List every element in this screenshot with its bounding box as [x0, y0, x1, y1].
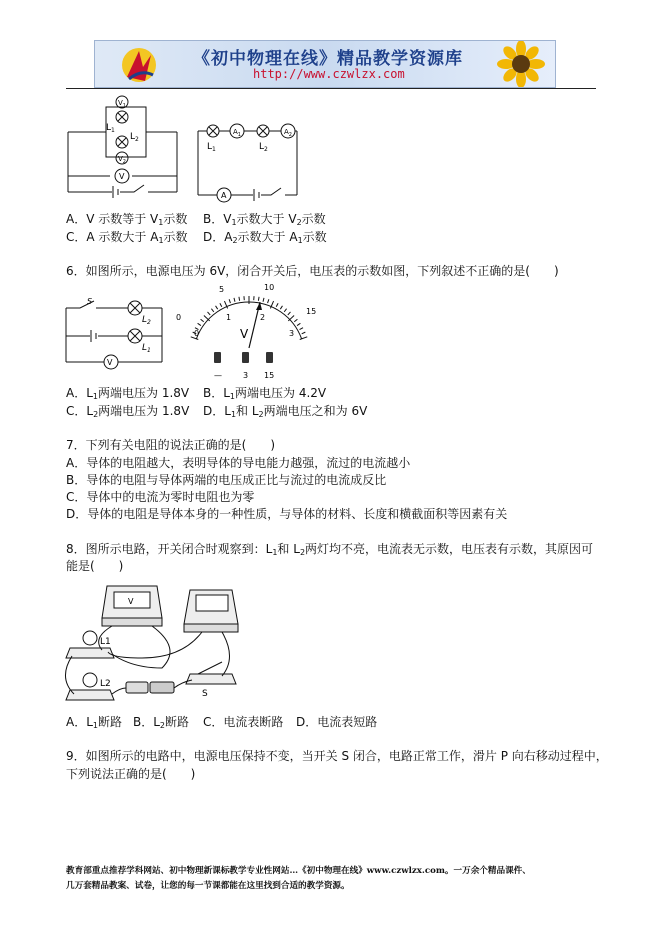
q9-stem-line2: 下列说法正确的是( )	[66, 767, 196, 781]
svg-text:L1: $L_1$	[106, 123, 115, 134]
svg-text:S: S	[202, 689, 208, 699]
meter-top-tick-15: 15	[306, 307, 317, 316]
q5-option-d: D．$A_2$示数大于 $A_1$示数	[203, 230, 327, 245]
svg-text:L2: $L_2$	[130, 132, 139, 143]
banner-url: http://www.czwlzx.com	[253, 67, 405, 81]
meter-bottom-tick-2: 2	[260, 313, 266, 322]
footer-line-1: 教育部重点推荐学科网站、初中物理新课标教学专业性网站…《初中物理在线》www.czwlzx.com。一万余个精品课件、	[66, 866, 531, 876]
q6-option-d: D．$L_1$和 $L_2$两端电压之和为 6V	[203, 404, 368, 419]
q9-stem-line1: 9．如图所示的电路中，电源电压保持不变，当开关 S 闭合，电路正常工作，滑片 P 向右移动过程中，	[66, 749, 608, 763]
svg-text:V: V	[107, 358, 113, 367]
meter-terminal-3: 3	[243, 371, 249, 380]
logo-icon	[119, 45, 159, 85]
meter-bottom-tick-3: 3	[289, 329, 295, 338]
q6-stem: 6．如图所示，电源电压为 6V，闭合开关后，电压表的示数如图，下列叙述不正确的是( )	[66, 264, 559, 278]
svg-text:V2: $V_2$	[118, 155, 126, 165]
svg-text:A2: $A_2$	[284, 128, 292, 138]
q7-option-c: C．导体中的电流为零时电阻也为零	[66, 490, 255, 504]
svg-text:V1: $V_1$	[118, 99, 126, 109]
header-banner	[94, 40, 556, 88]
svg-text:V: V	[128, 597, 134, 606]
q8-stem: 8．图所示电路，开关闭合时观察到：$L_1$和 $L_2$两灯均不亮，电流表无示数，电压表有示数，其原因可	[66, 542, 594, 557]
q8-stem-line2: 能是( )	[66, 559, 124, 573]
meter-terminal-neg: —	[214, 371, 222, 380]
svg-text:L2: L2	[100, 679, 111, 689]
q8-physical-circuit	[62, 578, 242, 708]
q5-option-b: B．$V_1$示数大于 $V_2$示数	[203, 212, 326, 227]
svg-text:A: A	[221, 191, 227, 200]
svg-text:L1: L1	[100, 637, 111, 647]
svg-text:L2: $L_2$	[259, 142, 268, 153]
meter-top-tick-5: 5	[219, 285, 225, 294]
q5-option-a: A．V 示数等于 $V_1$示数	[66, 212, 188, 227]
q8-option-a: A．$L_1$断路	[66, 715, 123, 730]
q8-option-b: B．$L_2$断路	[133, 715, 190, 730]
meter-top-tick-10: 10	[264, 283, 275, 292]
footer-line-2: 几万套精品教案、试卷，让您的每一节课都能在这里找到合适的教学资源。	[66, 881, 350, 891]
q7-option-a: A．导体的电阻越大，表明导体的导电能力越强，流过的电流越小	[66, 456, 411, 470]
q7-stem: 7．下列有关电阻的说法正确的是( )	[66, 438, 275, 452]
q6-voltmeter	[174, 280, 324, 385]
svg-text:L1: $L_1$	[142, 343, 151, 354]
banner-title: 《初中物理在线》精品教学资源库	[193, 49, 463, 69]
q6-option-c: C．$L_2$两端电压为 1.8V	[66, 404, 190, 419]
q8-option-c: C．电流表断路	[203, 715, 284, 729]
svg-text:L2: $L_2$	[142, 315, 151, 326]
svg-text:A1: $A_1$	[233, 128, 241, 138]
q5-circuit-left	[60, 92, 190, 204]
meter-bottom-tick-1: 1	[226, 313, 232, 322]
q5-circuit-right	[195, 115, 310, 205]
q6-option-b: B．$L_1$两端电压为 4.2V	[203, 386, 327, 401]
q7-option-b: B．导体的电阻与导体两端的电压成正比与流过的电流成反比	[66, 473, 387, 487]
meter-bottom-tick-0: 0	[194, 329, 200, 338]
sunflower-icon	[487, 41, 555, 87]
q8-option-d: D．电流表短路	[296, 715, 378, 729]
svg-text:V: V	[119, 172, 125, 181]
page-footer	[66, 864, 606, 894]
q5-option-c: C．A 示数大于 $A_1$示数	[66, 230, 188, 245]
meter-terminal-15: 15	[264, 371, 275, 380]
q7-option-d: D．导体的电阻是导体本身的一种性质，与导体的材料、长度和横截面积等因素有关	[66, 507, 508, 521]
svg-text:S: S	[87, 297, 93, 306]
meter-top-tick-0: 0	[176, 313, 182, 322]
svg-text:L1: $L_1$	[207, 142, 216, 153]
q6-circuit	[60, 292, 170, 372]
header-rule	[66, 88, 596, 89]
meter-unit: V	[240, 327, 249, 341]
q6-option-a: A．$L_1$两端电压为 1.8V	[66, 386, 190, 401]
